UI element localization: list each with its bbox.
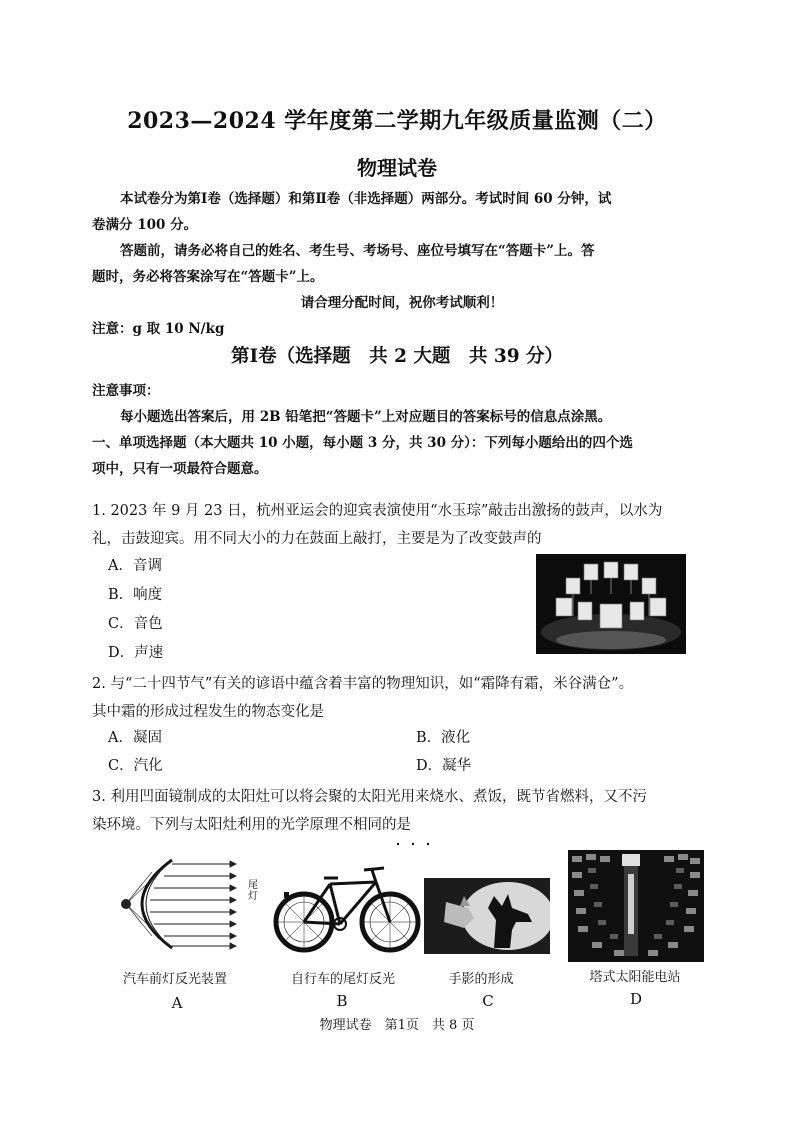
page-subtitle: 物理试卷	[357, 156, 437, 180]
intro-wish: 请合理分配时间，祝你考试顺利！	[300, 295, 504, 311]
tail-light-label: 尾灯	[248, 880, 258, 902]
question-1-line2: 礼，击鼓迎宾。用不同大小的力在鼓面上敲打，主要是为了改变鼓声的	[92, 531, 542, 547]
part-heading-line1: 一、单项选择题（本大题共 10 小题，每小题 3 分，共 30 分）：下列每小题给出的四个选	[92, 435, 633, 451]
solar-tower-photo	[568, 850, 704, 962]
q2-option-d: D．凝华	[416, 758, 472, 774]
intro-p2-line2: 题时，务必将答案涂写在“答题卡”上。	[92, 269, 324, 285]
q1-option-c: C．音色	[108, 616, 163, 632]
question-1	[92, 497, 716, 553]
q2-option-a: A．凝固	[108, 730, 162, 746]
figure-letter-d: D	[629, 990, 643, 1008]
question-3-line2: 染环境。下列与太阳灶利用的光学原理不相同的是	[92, 817, 411, 833]
q1-option-d: D．声速	[108, 645, 164, 661]
drum-performance-photo	[536, 554, 686, 654]
q1-option-b: B．响度	[108, 587, 163, 603]
intro-p2-line1: 答题前，请务必将自己的姓名、考生号、考场号、座位号填写在“答题卡”上。答	[120, 243, 595, 259]
question-1-line1: 1. 2023 年 9 月 23 日，杭州亚运会的迎宾表演使用“水玉琮”敲击出激扬的鼓声，以水为	[92, 503, 663, 519]
notice-head: 注意事项：	[92, 383, 160, 399]
notice-block	[92, 378, 712, 482]
figure-letter-b: B	[336, 992, 348, 1010]
question-2	[92, 670, 716, 726]
bicycle-figure	[264, 862, 424, 954]
question-2-line1: 2. 与“二十四节气”有关的谚语中蕴含着丰富的物理知识，如“霜降有霜，米谷满仓”。	[92, 676, 634, 692]
q2-option-c: C．汽化	[108, 758, 163, 774]
page-footer: 物理试卷 第1页 共 8 页	[319, 1018, 475, 1033]
q2-option-b: B．液化	[416, 730, 471, 746]
page-title: 2023—2024 学年度第二学期九年级质量监测（二）	[127, 108, 667, 134]
intro-p1-line2: 卷满分 100 分。	[92, 217, 198, 233]
intro-note: 注意：g 取 10 N/kg	[92, 321, 225, 337]
headlight-reflector-figure	[112, 854, 242, 954]
question-3-line1: 3. 利用凹面镜制成的太阳灶可以将会聚的太阳光用来烧水、煮饭，既节省燃料，又不污	[92, 789, 647, 805]
figure-letter-c: C	[482, 992, 494, 1010]
intro-p1-line1: 本试卷分为第Ⅰ卷（选择题）和第Ⅱ卷（非选择题）两部分。考试时间 60 分钟，试	[120, 191, 612, 207]
caption-b: 自行车的尾灯反光	[290, 972, 395, 987]
q1-option-a: A．音调	[108, 558, 162, 574]
emphasis-dots	[394, 831, 444, 835]
notice-body: 每小题选出答案后，用 2B 铅笔把“答题卡”上对应题目的答案标号的信息点涂黑。	[120, 409, 612, 425]
section-title: 第Ⅰ卷（选择题 共 2 大题 共 39 分）	[230, 346, 564, 367]
question-2-line2: 其中霜的形成过程发生的物态变化是	[92, 704, 324, 720]
figure-letter-a: A	[171, 994, 183, 1012]
intro-block	[92, 186, 712, 342]
caption-c: 手影的形成	[448, 972, 514, 987]
caption-a: 汽车前灯反光装置	[122, 972, 227, 987]
caption-d: 塔式太阳能电站	[589, 970, 681, 985]
part-heading-line2: 项中，只有一项最符合题意。	[92, 461, 268, 477]
hand-shadow-photo	[424, 878, 550, 954]
